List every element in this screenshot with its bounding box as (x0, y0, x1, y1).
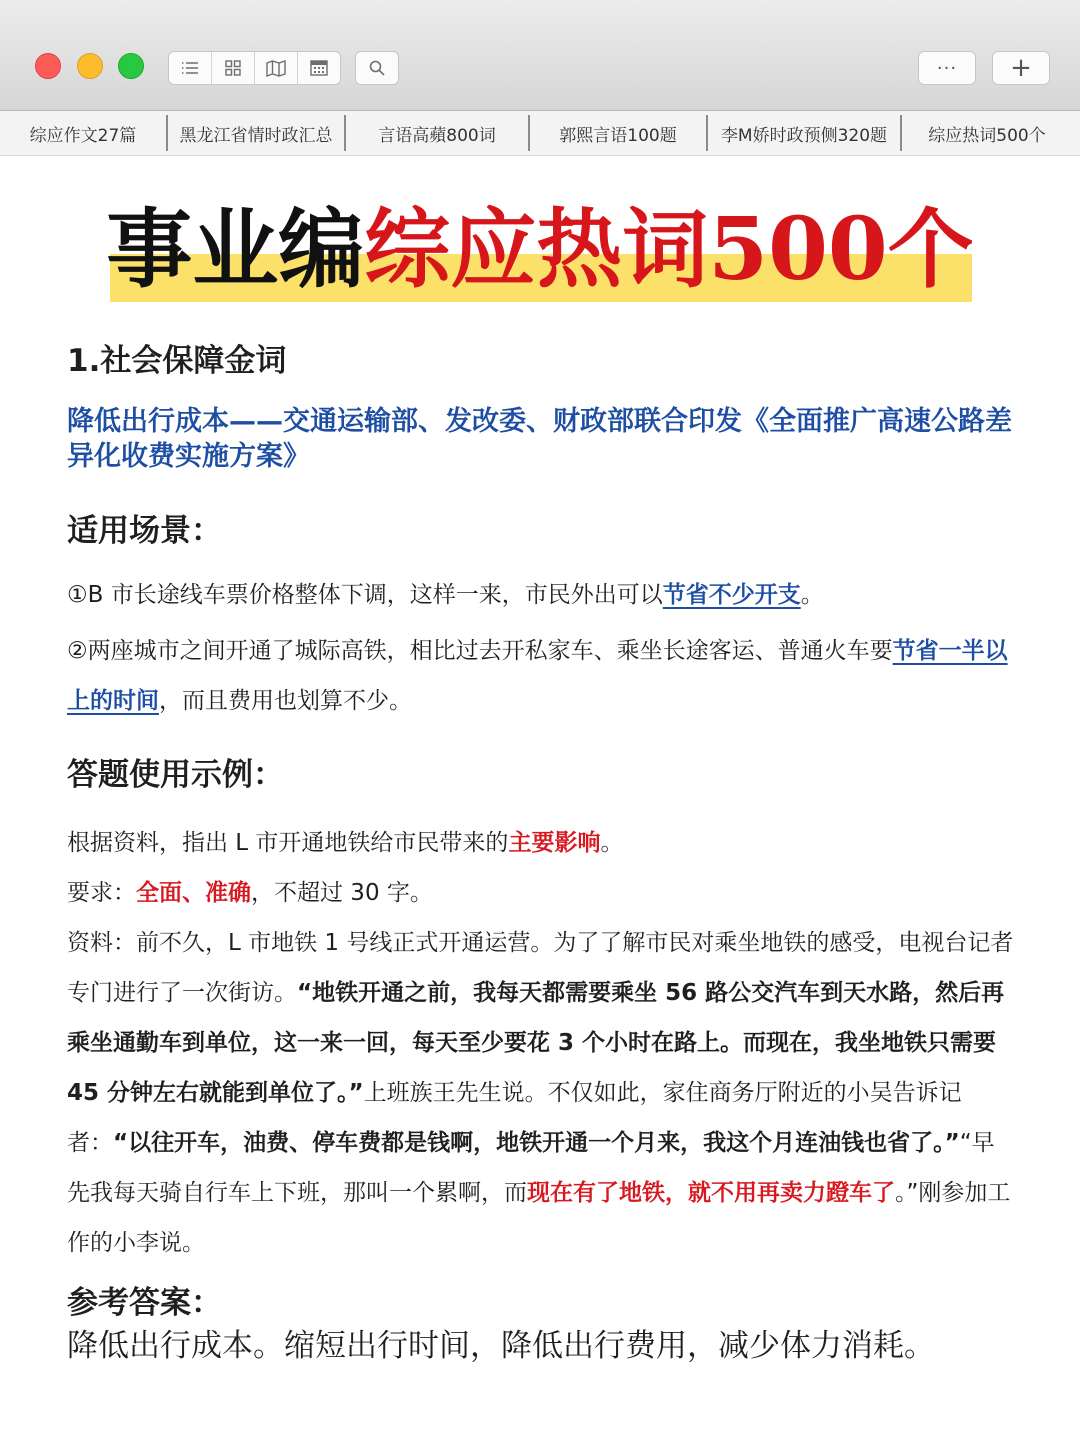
bookmark-item[interactable]: 黑龙江省情时政汇总 (168, 115, 346, 151)
material-highlight: 现在有了地铁，就不用再卖力蹬车了 (527, 1180, 895, 1206)
calendar-icon (309, 59, 329, 77)
section-heading: 1.社会保障金词 (67, 343, 287, 379)
answer-text: 降低出行成本。缩短出行时间，降低出行费用，减少体力消耗。 (67, 1328, 935, 1364)
close-window-button[interactable] (35, 53, 61, 79)
bookmark-item[interactable]: 言语高蘋800词 (346, 115, 530, 151)
zoom-window-button[interactable] (118, 53, 144, 79)
search-button-inner[interactable] (356, 52, 398, 84)
requirement-label: 要求： (67, 880, 136, 906)
grid-view-button[interactable] (212, 52, 255, 84)
scenes-heading: 适用场景： (67, 513, 222, 549)
view-switcher (168, 51, 341, 85)
question-end: 。 (600, 830, 624, 856)
example-heading: 答题使用示例： (67, 757, 284, 793)
requirement-end: ，不超过 30 字。 (251, 880, 433, 906)
example-material (67, 918, 1017, 1268)
question-text: 根据资料，指出 L 市开通地铁给市民带来的 (67, 830, 509, 856)
scene-2-text: ②两座城市之间开通了城际高铁，相比过去开私家车、乘坐长途客运、普通火车要 (67, 638, 893, 664)
requirement-highlight: 全面、准确 (136, 880, 251, 906)
more-icon[interactable]: ··· (936, 57, 958, 79)
grid-icon (224, 59, 242, 77)
bookmarks-bar (0, 111, 1080, 156)
minimize-window-button[interactable] (77, 53, 103, 79)
question-highlight: 主要影响 (508, 830, 601, 856)
example-requirement (67, 868, 1017, 918)
page-title-part1: 事业编 (106, 199, 365, 300)
page-title-part2: 综应热词500个 (364, 199, 974, 300)
section-subheading: 降低出行成本——交通运输部、发改委、财政部联合印发《全面推广高速公路差异化收费实施方案》 (67, 406, 1012, 472)
material-quote-2: “以往开车，油费、停车费都是钱啊，地铁开通一个月来，我这个月连油钱也省了。” (113, 1130, 960, 1156)
scene-2-link[interactable]: 节省一半以上的时间 (67, 638, 1008, 714)
search-button[interactable] (355, 51, 399, 85)
calendar-view-button[interactable] (298, 52, 340, 84)
example-question (67, 818, 1017, 868)
more-button[interactable] (918, 51, 976, 85)
bookmark-item[interactable]: 综应作文27篇 (0, 115, 168, 151)
material-text-4: 。”刚参加工作的小李说。 (67, 1180, 1011, 1256)
scene-1-text: ①B 市长途线车票价格整体下调，这样一来，市民外出可以 (67, 582, 663, 608)
list-view-button[interactable] (169, 52, 212, 84)
material-text-3: “早先我每天骑自行车上下班，那叫一个累啊，而 (67, 1130, 995, 1206)
bookmark-item[interactable]: 李M娇时政预侧320题 (708, 115, 902, 151)
material-quote-1: “地铁开通之前，我每天都需要乘坐 56 路公交汽车到天水路，然后再乘坐通勤车到单位，这一来一回，每天至少要花 3 个小时在路上。而现在，我坐地铁只需要 45 分钟左右就能到单位了。” (67, 980, 1005, 1106)
material-text-2: 上班族王先生说。不仅如此，家住商务厅附近的小吴告诉记者： (67, 1080, 962, 1156)
plus-icon[interactable]: + (1010, 53, 1032, 83)
map-view-button[interactable] (255, 52, 298, 84)
scene-item-1 (67, 570, 1017, 620)
scene-1-link[interactable]: 节省不少开支 (662, 582, 801, 608)
article-body (67, 338, 1017, 1366)
bookmark-item[interactable]: 综应热词500个 (928, 125, 1046, 146)
answer-heading: 参考答案： (67, 1285, 222, 1321)
page-title (0, 190, 1080, 310)
window-titlebar (0, 0, 1080, 111)
search-icon (368, 59, 386, 77)
add-button[interactable] (992, 51, 1050, 85)
bookmark-item[interactable]: 郭熙言语100题 (530, 115, 708, 151)
list-icon (180, 60, 200, 76)
scene-1-end: 。 (800, 582, 824, 608)
scene-2-end: ，而且费用也划算不少。 (159, 688, 412, 714)
material-text-1: 资料：前不久，L 市地铁 1 号线正式开通运营。为了了解市民对乘坐地铁的感受，电视台记者专门进行了一次街访。 (67, 930, 1014, 1006)
map-icon (265, 59, 287, 77)
scene-item-2 (67, 626, 1017, 726)
